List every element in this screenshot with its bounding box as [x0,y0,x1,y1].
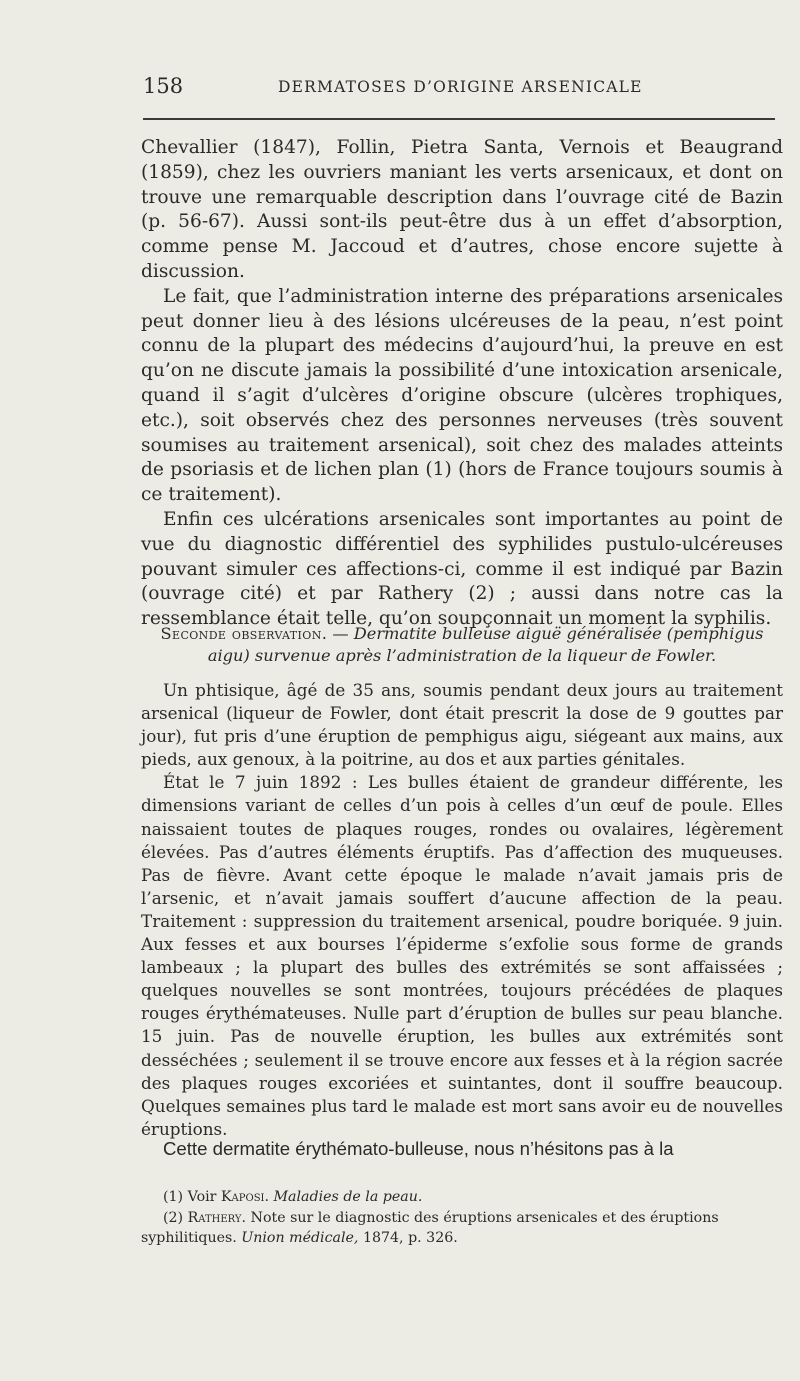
paragraph: Le fait, que l’administration interne des préparations arsenicales peut donner lieu à des lésions ulcéreuses de la peau, n’est point connu de la plupart des médecins d’aujourd’hui, la preuve en est qu’on ne discute jamais la possibilité d’une intoxication arsenicale, quand il s’agit d’ulcères d’origine obscure (ulcères trophiques, etc.), soit observés chez des personnes nerveuses (très souvent soumises au traitement arsenical), soit chez des malades atteints de psoriasis et de lichen plan (1) (hors de France toujours soumis à ce traitement). [141,285,783,506]
footnote-author: Rathery. [187,1209,247,1226]
main-text [141,136,783,632]
observation-title: Dermatite bulleuse aiguë généralisée (pemphigus aigu) survenue après l’administration de la liqueur de Fowler. [207,624,764,665]
observation-text [141,679,783,1141]
header-rule [143,118,775,120]
observation-label: Seconde observation. [160,624,328,643]
footnotes [141,1187,781,1249]
paragraph: Enfin ces ulcérations arsenicales sont importantes au point de vue du diagnostic différentiel des syphilides pustulo-ulcéreuses pouvant simuler ces affections-ci, comme il est indiqué par Bazin (ouvrage cité) et par Rathery (2) ; aussi dans notre cas la ressemblance était telle, qu’on soupçonnait un moment la syphilis. [141,508,783,630]
footnote-journal: Union médicale, [241,1230,359,1246]
footnote-ref: 1874, p. 326. [362,1230,458,1246]
observation-paragraph: État le 7 juin 1892 : Les bulles étaient de grandeur différente, les dimensions variant de celles d’un pois à celles d’un œuf de poule. Elles naissaient toutes de plaques rouges, rondes ou ovalaires, légèrement élevées. Pas d’autres éléments éruptifs. Pas d’affection des muqueuses. Pas de fièvre. Avant cette époque le malade n’avait jamais pris de l’arsenic, et n’avait jamais souffert d’aucune affection de la peau. Traitement : suppression du traitement arsenical, poudre boriquée. 9 juin. Aux fesses et aux bourses l’épiderme s’exfolie sous forme de grands lambeaux ; la plupart des bulles des extrémités se sont affaissées ; quelques nouvelles se sont montrées, toujours précédées de plaques rouges érythémateuses. Nulle part d’éruption de bulles sur peau blanche. 15 juin. Pas de nouvelle éruption, les bulles aux extrémités sont desséchées ; seulement il se trouve encore aux fesses et à la région sacrée des plaques rouges excoriées et suintantes, dont il souffre beaucoup. Quelques semaines plus tard le malade est mort sans avoir eu de nouvelles éruptions. [141,772,783,1139]
observation-paragraph: Un phtisique, âgé de 35 ans, soumis pendant deux jours au traitement arsenical (liqueur de Fowler, dont était prescrit la dose de 9 gouttes par jour), fut pris d’une éruption de pemphigus aigu, siégeant aux mains, aux pieds, aux genoux, à la poitrine, au dos et aux parties génitales. [141,680,783,770]
observation-dash: — [327,624,354,643]
footnote-lead: Voir [187,1189,217,1205]
conclusion-line: Cette dermatite érythémato-bulleuse, nous n’hésitons pas à la [163,1138,674,1159]
footnote-1 [141,1187,781,1208]
page-number: 158 [143,74,184,98]
footnote-work: Maladies de la peau. [273,1189,423,1205]
running-head: DERMATOSES D’ORIGINE ARSENICALE [278,78,643,96]
footnote-marker: (2) [163,1209,184,1226]
footnote-2 [141,1208,781,1249]
footnote-author: Kaposi. [220,1189,270,1205]
observation-heading [141,623,783,667]
footnote-marker: (1) [163,1189,184,1205]
page-header [143,74,773,104]
paragraph-continued: Chevallier (1847), Follin, Pietra Santa, Vernois et Beaugrand (1859), chez les ouvriers maniant les verts arsenicaux, et dont on trouve une remarquable description dans l’ouvrage cité de Bazin (p. 56-67). Aussi sont-ils peut-être dus à un effet d’absorption, comme pense M. Jaccoud et d’autres, chose encore sujette à discussion. [141,137,783,282]
footnote-text: Note sur le diagnostic des éruptions arsenicales et des éruptions syphilitiques. [141,1209,719,1246]
